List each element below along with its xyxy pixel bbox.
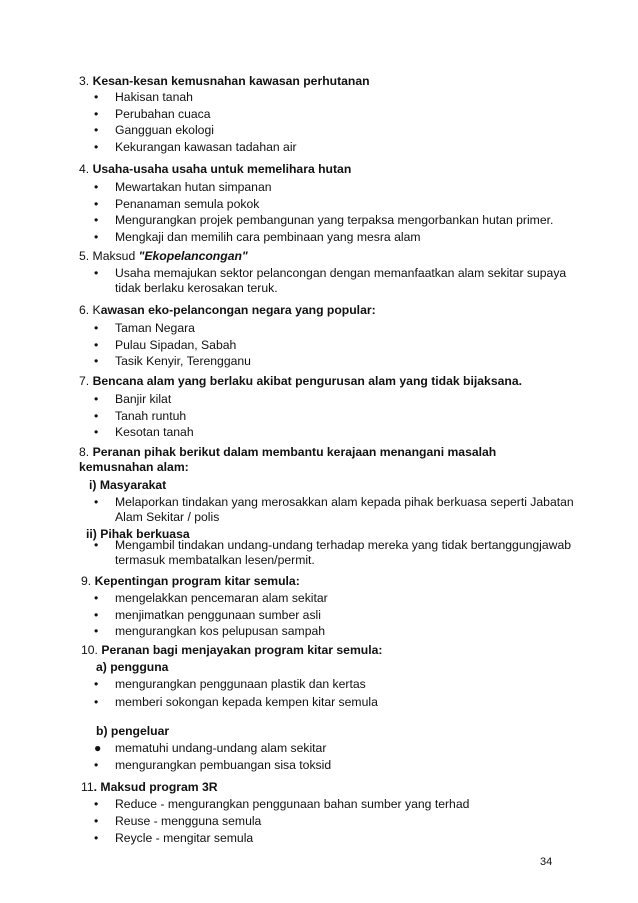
bullet-icon: • bbox=[94, 180, 99, 194]
bullet-icon: • bbox=[94, 140, 99, 154]
document-page: 3. Kesan-kesan kemusnahan kawasan perhutanan • Hakisan tanah • Perubahan cuaca • Gangguan ekologi • Kekurangan kawasan tadahan air 4. Usaha-usaha usaha untuk memelihara hutan • Mewartakan hutan simpanan • Penanaman semula pokok • Mengurangkan projek pembangunan yang terpaksa mengorbankan hutan primer. • Mengkaji dan memilih cara pembinaan yang mesra alam 5. Maksud "Ekopelancongan" • Usaha memajukan sektor pelancongan dengan memanfaatkan alam sekitar supaya tidak berlaku kerosakan teruk. 6. Kawasan eko-pelancongan negara yang popular: • Taman Negara • Pulau Sipadan, Sabah • Tasik Kenyir, Terengganu 7. Bencana alam yang berlaku akibat pengurusan alam yang tidak bijaksana. • Banjir kilat • Tanah runtuh • Kesotan tanah 8. Peranan pihak berikut dalam membantu kerajaan menangani masalah kemusnahan alam: i) Masyarakat • Melaporkan tindakan yang merosakkan alam kepada pihak berkuasa seperti Jabatan Alam Sekitar / polis ii) Pihak berkuasa • Mengambil tindakan undang-undang terhadap mereka yang tidak bertanggungjawab termasuk membatalkan lesen/permit. 9. Kepentingan program kitar semula: • mengelakkan pencemaran alam sekitar • menjimatkan penggunaan sumber asli • mengurangkan kos pelupusan sampah 10. Peranan bagi menjayakan program kitar semula: a) pengguna • mengurangkan penggunaan plastik dan kertas • memberi sokongan kepada kempen kitar semula b) pengeluar ● mematuhi undang-undang alam sekitar • mengurangkan pembuangan sisa toksid 11. Maksud program 3R • Reduce - mengurangkan penggunaan bahan sumber yang terhad • Reuse - mengguna semula • Reycle - mengitar semula 34 bbox=[79, 74, 574, 868]
bullet-icon: ● bbox=[94, 741, 102, 755]
page-number: 34 bbox=[540, 856, 553, 868]
bullet-icon: • bbox=[94, 321, 99, 335]
bullet-icon: • bbox=[94, 230, 99, 244]
bullet-icon: • bbox=[94, 608, 99, 622]
subsection-heading: i) Masyarakat bbox=[89, 478, 167, 492]
bullet-icon: • bbox=[94, 338, 99, 352]
section-title: Kesan-kesan kemusnahan kawasan perhutanan bbox=[92, 74, 370, 88]
bullet-icon: • bbox=[94, 677, 99, 691]
bullet-icon: • bbox=[94, 495, 99, 509]
bullet-icon: • bbox=[94, 354, 99, 368]
subsection-heading: a) pengguna bbox=[96, 660, 169, 674]
bullet-icon: • bbox=[94, 266, 99, 280]
section-5-heading: 5. Maksud "Ekopelancongan" bbox=[79, 249, 248, 263]
section-8-heading: 8. Peranan pihak berikut dalam membantu kerajaan menangani masalah kemusnahan alam: bbox=[79, 445, 497, 474]
section-7-heading: 7. Bencana alam yang berlaku akibat pengurusan alam yang tidak bijaksana. bbox=[79, 374, 522, 388]
bullet-icon: • bbox=[94, 591, 99, 605]
bullet-icon: • bbox=[94, 213, 99, 227]
section-6-heading: 6. Kawasan eko-pelancongan negara yang popular: bbox=[79, 303, 376, 317]
section-10-heading: 10. Peranan bagi menjayakan program kitar semula: bbox=[81, 643, 383, 657]
bullet-icon: • bbox=[94, 409, 99, 423]
bullet-icon: • bbox=[94, 814, 99, 828]
section-4-heading: 4. Usaha-usaha usaha untuk memelihara hutan bbox=[79, 162, 352, 176]
bullet-icon: • bbox=[94, 695, 99, 709]
bullet-icon: • bbox=[94, 624, 99, 638]
bullet-icon: • bbox=[94, 758, 99, 772]
bullet-icon: • bbox=[94, 797, 99, 811]
bullet-icon: • bbox=[94, 197, 99, 211]
section-9-heading: 9. Kepentingan program kitar semula: bbox=[81, 574, 300, 588]
subsection-heading: b) pengeluar bbox=[96, 724, 170, 738]
section-number: 3. bbox=[79, 74, 90, 88]
bullet-icon: • bbox=[94, 425, 99, 439]
bullet-icon: • bbox=[94, 831, 99, 845]
section-11-heading: 11. Maksud program 3R bbox=[81, 780, 218, 794]
bullet-icon: • bbox=[94, 392, 99, 406]
subsection-heading: ii) Pihak berkuasa bbox=[86, 527, 190, 541]
section-3-heading bbox=[79, 74, 370, 89]
bullet-icon: • bbox=[94, 123, 99, 137]
bullet-icon: • bbox=[94, 90, 99, 104]
bullet-icon: • bbox=[94, 107, 99, 121]
bullet-icon: • bbox=[94, 538, 99, 552]
